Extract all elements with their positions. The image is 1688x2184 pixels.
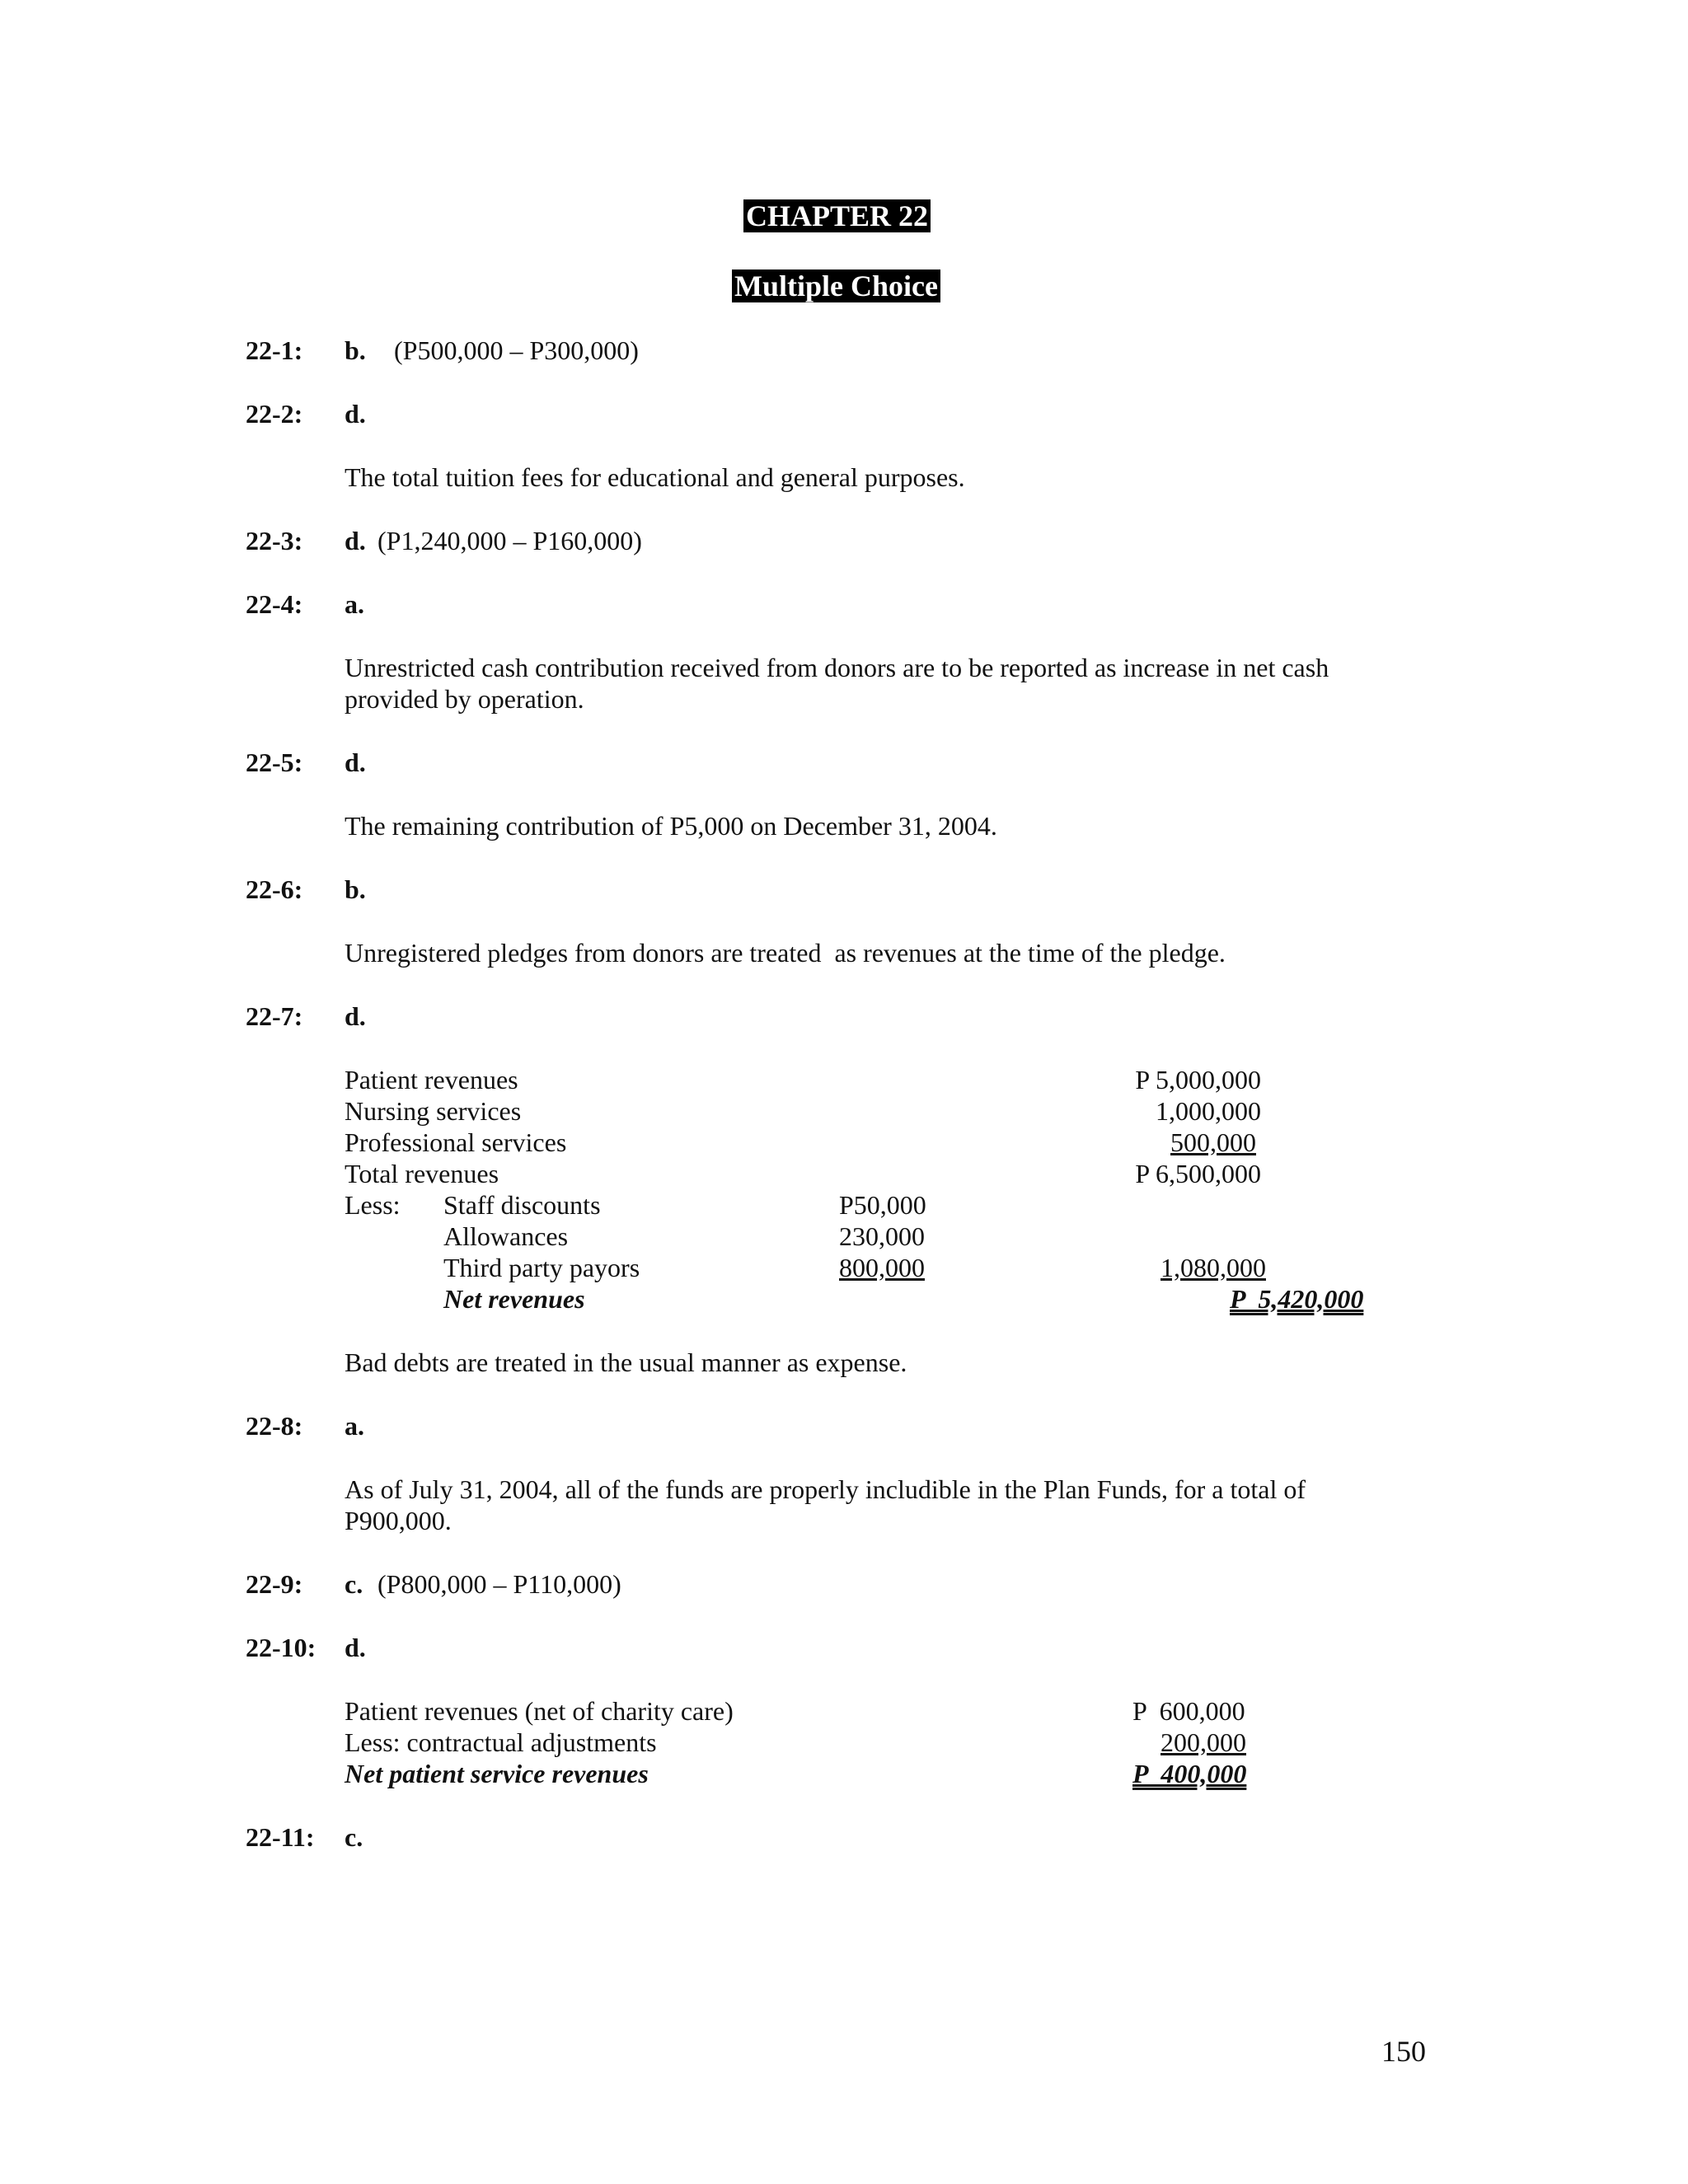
deductions-total: 1,080,000 bbox=[1160, 1253, 1266, 1282]
item-answer: d. bbox=[345, 399, 366, 429]
item-answer: d. bbox=[345, 1001, 366, 1031]
revenue-row-amount: 1,000,000 bbox=[1156, 1096, 1261, 1126]
item-answer: a. bbox=[345, 589, 364, 619]
revenue-row-label: Nursing services bbox=[345, 1096, 522, 1126]
item-answer: b. bbox=[345, 874, 366, 904]
item-number: 22-11: bbox=[246, 1822, 315, 1852]
item-number: 22-10: bbox=[246, 1633, 316, 1662]
patient-row-amount-underlined bbox=[1132, 1727, 1246, 1758]
deduction-amount: 230,000 bbox=[839, 1221, 925, 1251]
patient-row-amount: 200,000 bbox=[1160, 1727, 1246, 1757]
deduction-amount: 800,000 bbox=[839, 1253, 925, 1282]
item-answer: d. bbox=[345, 526, 366, 555]
item-note: (P800,000 – P110,000) bbox=[377, 1569, 621, 1599]
item-number: 22-7: bbox=[246, 1001, 303, 1031]
item-number: 22-3: bbox=[246, 526, 303, 555]
net-revenues-amount: P 5,420,000 bbox=[1230, 1284, 1364, 1314]
item-note: (P500,000 – P300,000) bbox=[394, 335, 639, 365]
deduction-label: Allowances bbox=[443, 1221, 569, 1251]
chapter-title: CHAPTER 22 bbox=[743, 199, 931, 232]
item-number: 22-5: bbox=[246, 748, 303, 777]
item-explanation-line: provided by operation. bbox=[345, 684, 584, 714]
item-number: 22-4: bbox=[246, 589, 303, 619]
item-explanation-line: Unrestricted cash contribution received from donors are to be reported as increase in net cash bbox=[345, 653, 1329, 682]
revenue-row-amount: 500,000 bbox=[1170, 1127, 1256, 1157]
item-explanation-line: As of July 31, 2004, all of the funds are properly includible in the Plan Funds, for a total of bbox=[345, 1474, 1306, 1504]
item-explanation: The remaining contribution of P5,000 on December 31, 2004. bbox=[345, 811, 997, 841]
net-revenues-label: Net revenues bbox=[443, 1284, 585, 1314]
item-answer: c. bbox=[345, 1822, 363, 1852]
patient-row-label: Patient revenues (net of charity care) bbox=[345, 1696, 734, 1726]
item-number: 22-8: bbox=[246, 1411, 303, 1441]
net-patient-amount: P 400,000 bbox=[1132, 1759, 1247, 1788]
item-number: 22-9: bbox=[246, 1569, 303, 1599]
revenue-row-amount: P 5,000,000 bbox=[1135, 1065, 1261, 1094]
item-number: 22-2: bbox=[246, 399, 303, 429]
item-answer: c. bbox=[345, 1569, 363, 1599]
item-explanation: Unregistered pledges from donors are treated as revenues at the time of the pledge. bbox=[345, 938, 1226, 968]
deduction-amount: P50,000 bbox=[839, 1190, 926, 1220]
deductions-total-underlined bbox=[1132, 1252, 1266, 1283]
revenue-row-label: Professional services bbox=[345, 1127, 567, 1157]
deduction-label: Staff discounts bbox=[443, 1190, 601, 1220]
patient-row-label: Less: contractual adjustments bbox=[345, 1727, 657, 1757]
revenue-row-label: Total revenues bbox=[345, 1159, 499, 1188]
item-answer: d. bbox=[345, 748, 366, 777]
item-note: (P1,240,000 – P160,000) bbox=[377, 526, 642, 555]
item-explanation: The total tuition fees for educational and general purposes. bbox=[345, 462, 965, 492]
page-number: 150 bbox=[1381, 2035, 1426, 2068]
revenue-row-label: Patient revenues bbox=[345, 1065, 518, 1094]
net-patient-label: Net patient service revenues bbox=[345, 1759, 649, 1788]
patient-row-amount: P 600,000 bbox=[1132, 1696, 1245, 1726]
item-explanation-line: P900,000. bbox=[345, 1506, 452, 1535]
deduction-label: Third party payors bbox=[443, 1253, 640, 1282]
item-answer: b. bbox=[345, 335, 366, 365]
item-answer: d. bbox=[345, 1633, 366, 1662]
revenue-footnote: Bad debts are treated in the usual manner as expense. bbox=[345, 1347, 907, 1377]
item-number: 22-6: bbox=[246, 874, 303, 904]
revenue-row-amount-underlined bbox=[1132, 1127, 1256, 1158]
item-number: 22-1: bbox=[246, 335, 303, 365]
item-answer: a. bbox=[345, 1411, 364, 1441]
less-label: Less: bbox=[345, 1190, 401, 1220]
revenue-row-amount: P 6,500,000 bbox=[1135, 1159, 1261, 1188]
section-title: Multiple Choice bbox=[732, 269, 940, 302]
